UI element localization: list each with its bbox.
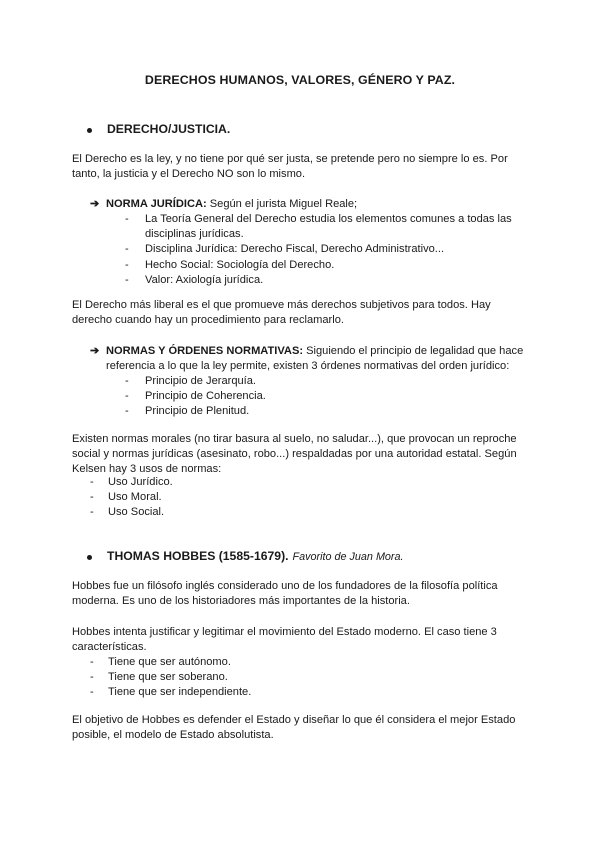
list-item: - Disciplina Jurídica: Derecho Fiscal, Derecho Administrativo... bbox=[125, 242, 520, 257]
dash-icon: - bbox=[125, 390, 129, 403]
arrow-item-norma-juridica bbox=[90, 197, 530, 212]
arrow-right-icon: ➔ bbox=[90, 345, 100, 357]
list-item: - Valor: Axiología jurídica. bbox=[125, 273, 520, 288]
norma-juridica-label: NORMA JURÍDICA: bbox=[106, 198, 207, 210]
list-item: - Tiene que ser soberano. bbox=[90, 670, 390, 685]
paragraph-liberal: El Derecho más liberal es el que promueve más derechos subjetivos para todos. Hay derecho cuando hay un procedimiento para reclamarlo. bbox=[72, 299, 491, 327]
usos-list bbox=[90, 475, 390, 521]
normas-ordenes-label: NORMAS Y ÓRDENES NORMATIVAS: bbox=[106, 345, 304, 357]
paragraph-intro: El Derecho es la ley, y no tiene por qué ser justa, se pretende pero no siempre lo es. Por tanto, la justicia y el Derecho NO son lo mismo. bbox=[72, 153, 508, 181]
section-heading-thomas-hobbes bbox=[90, 549, 404, 563]
arrow-item-normas-ordenes bbox=[90, 344, 530, 374]
document-title: DERECHOS HUMANOS, VALORES, GÉNERO Y PAZ. bbox=[144, 73, 456, 87]
dash-icon: - bbox=[90, 671, 94, 684]
paragraph-normas-morales: Existen normas morales (no tirar basura al suelo, no saludar...), que provocan un reproche social y normas jurídicas (asesinato, robo...) respaldadas por una autoridad estatal. Según Kelsen hay 3 usos de normas: bbox=[72, 433, 517, 476]
list-item: - Hecho Social: Sociología del Derecho. bbox=[125, 258, 520, 273]
bullet-icon bbox=[87, 128, 92, 133]
section-heading-text: THOMAS HOBBES (1585-1679). bbox=[107, 549, 289, 563]
bullet-icon bbox=[87, 555, 92, 560]
caracteristicas-list bbox=[90, 655, 390, 701]
list-item: - Tiene que ser independiente. bbox=[90, 685, 390, 700]
dash-icon: - bbox=[125, 375, 129, 387]
section-heading-note: Favorito de Juan Mora. bbox=[292, 551, 404, 563]
norma-juridica-text: Según el jurista Miguel Reale; bbox=[206, 198, 358, 210]
list-item: - Uso Social. bbox=[90, 505, 390, 520]
paragraph-hobbes-estado: Hobbes intenta justificar y legitimar el movimiento del Estado moderno. El caso tiene 3 características. bbox=[72, 626, 497, 654]
list-item: - Principio de Plenitud. bbox=[125, 404, 520, 419]
dash-icon: - bbox=[90, 506, 94, 519]
dash-icon: - bbox=[90, 656, 94, 668]
list-item: - Principio de Jerarquía. bbox=[125, 374, 520, 389]
list-item: - Uso Jurídico. bbox=[90, 475, 390, 490]
dash-icon: - bbox=[125, 243, 129, 256]
paragraph-hobbes-objetivo: El objetivo de Hobbes es defender el Estado y diseñar lo que él considera el mejor Estado posible, el modelo de Estado absolutista. bbox=[72, 714, 516, 742]
dash-icon: - bbox=[90, 491, 94, 504]
dash-icon: - bbox=[90, 476, 94, 488]
section-heading-text: DERECHO/JUSTICIA. bbox=[107, 122, 231, 136]
arrow-right-icon: ➔ bbox=[90, 198, 100, 210]
list-item: - Uso Moral. bbox=[90, 490, 390, 505]
dash-icon: - bbox=[125, 273, 129, 286]
normas-ordenes-text: Siguiendo el principio de legalidad que hace referencia a lo que la ley permite, existen 3 órdenes normativas del orden jurídico: bbox=[106, 345, 524, 373]
norma-juridica-list bbox=[125, 212, 520, 288]
dash-icon: - bbox=[125, 405, 129, 418]
paragraph-hobbes-bio: Hobbes fue un filósofo inglés considerado uno de los fundadores de la filosofía política moderna. Es uno de los historiadores más importantes de la historia. bbox=[72, 580, 498, 608]
list-item: - La Teoría General del Derecho estudia los elementos comunes a todas las disciplinas jurídicas. bbox=[125, 213, 512, 241]
list-item: - Tiene que ser autónomo. bbox=[90, 655, 390, 670]
dash-icon: - bbox=[90, 686, 94, 699]
section-heading-derecho-justicia bbox=[90, 122, 230, 136]
dash-icon: - bbox=[125, 213, 129, 225]
list-item: - Principio de Coherencia. bbox=[125, 389, 520, 404]
normas-ordenes-list bbox=[125, 374, 520, 420]
dash-icon: - bbox=[125, 258, 129, 271]
